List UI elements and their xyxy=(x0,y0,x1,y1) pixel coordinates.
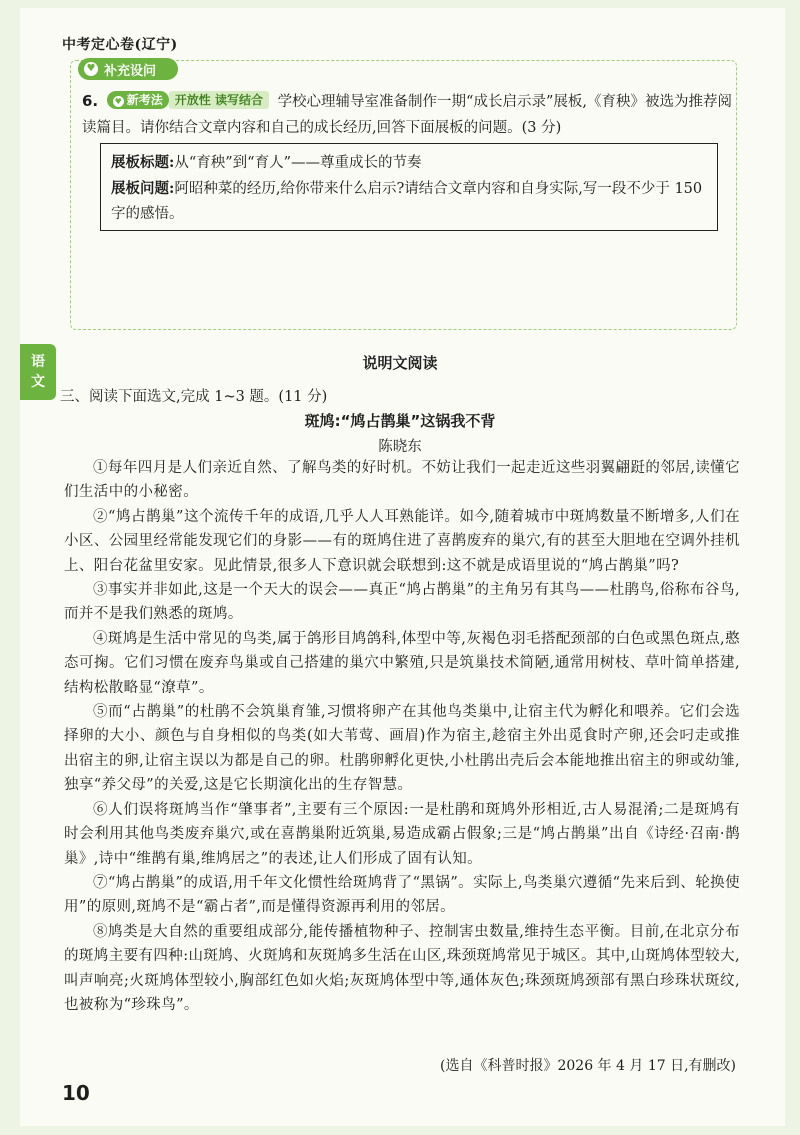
section-title: 说明文阅读 xyxy=(362,354,438,372)
heart-icon: ♥ xyxy=(84,62,98,76)
side-tab-char-1: 语 xyxy=(31,354,45,370)
reading-instruction: 三、阅读下面选文,完成 1~3 题。(11 分) xyxy=(60,389,328,405)
board-question: 阿昭种菜的经历,给你带来什么启示?请结合文章内容和自身实际,写一段不少于 150 字的感悟。 xyxy=(111,181,703,222)
question-6 xyxy=(82,88,732,141)
paragraph-4: ④斑鸠是生活中常见的鸟类,属于鸽形目鸠鸽科,体型中等,灰褐色羽毛搭配颈部的白色或黑色斑点,憨态可掬。它们习惯在废弃鸟巢或自己搭建的巢穴中繁殖,只是筑巢技术简陋,通常用树枝、草叶简单搭建,结构松散略显“潦草”。 xyxy=(64,630,740,696)
exhibit-board xyxy=(100,143,718,231)
article-source: (选自《科普时报》2026 年 4 月 17 日,有删改) xyxy=(440,1058,736,1074)
side-tab-char-2: 文 xyxy=(31,374,45,390)
book-header: 中考定心卷(辽宁) xyxy=(62,37,178,53)
paragraph-2: ②“鸠占鹊巢”这个流传千年的成语,几乎人人耳熟能详。如今,随着城市中斑鸠数量不断增多,人们在小区、公园里经常能发现它们的身影——有的斑鸠住进了喜鹊废弃的巢穴,有的甚至大胆地在空调外挂机上、阳台花盆里安家。见此情景,很多人下意识就会联想到:这不就是成语里说的“鸠占鹊巢”吗? xyxy=(64,508,740,574)
article-title: 斑鸠:“鸠占鹊巢”这锅我不背 xyxy=(304,412,496,430)
supplement-tag xyxy=(78,58,178,80)
board-title-line xyxy=(111,150,707,176)
paragraph-1: ①每年四月是人们亲近自然、了解鸟类的好时机。不妨让我们一起走近这些羽翼翩跹的邻居,读懂它们生活中的小秘密。 xyxy=(64,460,740,501)
question-type-badge: 开放性 读写结合 xyxy=(169,91,269,109)
paragraph-8: ⑧鸠类是大自然的重要组成部分,能传播植物种子、控制害虫数量,维持生态平衡。目前,在北京分布的斑鸠主要有四种:山斑鸠、火斑鸠和灰斑鸠多生活在山区,珠颈斑鸠常见于城区。其中,山斑鸠体型较大,叫声响亮;火斑鸠体型较小,胸部红色如火焰;灰斑鸠体型中等,通体灰色;珠颈斑鸠颈部有黑白珍珠状斑纹,也被称为“珍珠鸟”。 xyxy=(64,923,740,1013)
board-question-label: 展板问题: xyxy=(111,180,175,197)
question-number: 6. xyxy=(82,92,99,110)
heart-icon: ♥ xyxy=(114,97,122,106)
paragraph-3: ③事实并非如此,这是一个天大的误会——真正“鸠占鹊巢”的主角另有其鸟——杜鹃鸟,俗称布谷鸟,而并不是我们熟悉的斑鸠。 xyxy=(64,582,740,623)
board-question-line xyxy=(111,176,707,227)
board-title: 从“育秧”到“育人”——尊重成长的节奏 xyxy=(174,155,422,171)
article-body xyxy=(64,456,740,1017)
supplement-tag-label: 补充设问 xyxy=(104,63,157,79)
board-title-label: 展板标题: xyxy=(111,154,175,171)
new-method-label: 新考法 xyxy=(126,93,163,107)
paragraph-6: ⑥人们误将斑鸠当作“肇事者”,主要有三个原因:一是杜鹃和斑鸠外形相近,古人易混淆;二是斑鸠有时会利用其他鸟类废弃巢穴,或在喜鹊巢附近筑巢,易造成霸占假象;三是“鸠占鹊巢”出自《诗经·召南·鹊巢》,诗中“维鹊有巢,维鸠居之”的表述,让人们形成了固有认知。 xyxy=(64,801,740,867)
paragraph-5: ⑤而“占鹊巢”的杜鹃不会筑巢育雏,习惯将卵产在其他鸟类巢中,让宿主代为孵化和喂养。它们会选择卵的大小、颜色与自身相似的鸟类(如大苇莺、画眉)作为宿主,趁宿主外出觅食时产卵,还会叼走或推出宿主的卵,让宿主误以为都是自己的卵。杜鹃卵孵化更快,小杜鹃出壳后会本能地推出宿主的卵或幼雏,独享“养父母”的关爱,这是它长期演化出的生存智慧。 xyxy=(64,704,740,794)
page-number: 10 xyxy=(62,1081,90,1105)
new-method-badge xyxy=(107,91,169,109)
question-text: 学校心理辅导室准备制作一期“成长启示录”展板,《育秧》被选为推荐阅读篇目。请你结合文章内容和自己的成长经历,回答下面展板的问题。(3 分) xyxy=(82,94,732,136)
article-author: 陈晓东 xyxy=(378,439,422,455)
paragraph-7: ⑦“鸠占鹊巢”的成语,用千年文化惯性给斑鸠背了“黑锅”。实际上,鸟类巢穴遵循“先来后到、轮换使用”的原则,斑鸠不是“霸占者”,而是懂得资源再利用的邻居。 xyxy=(64,874,740,916)
